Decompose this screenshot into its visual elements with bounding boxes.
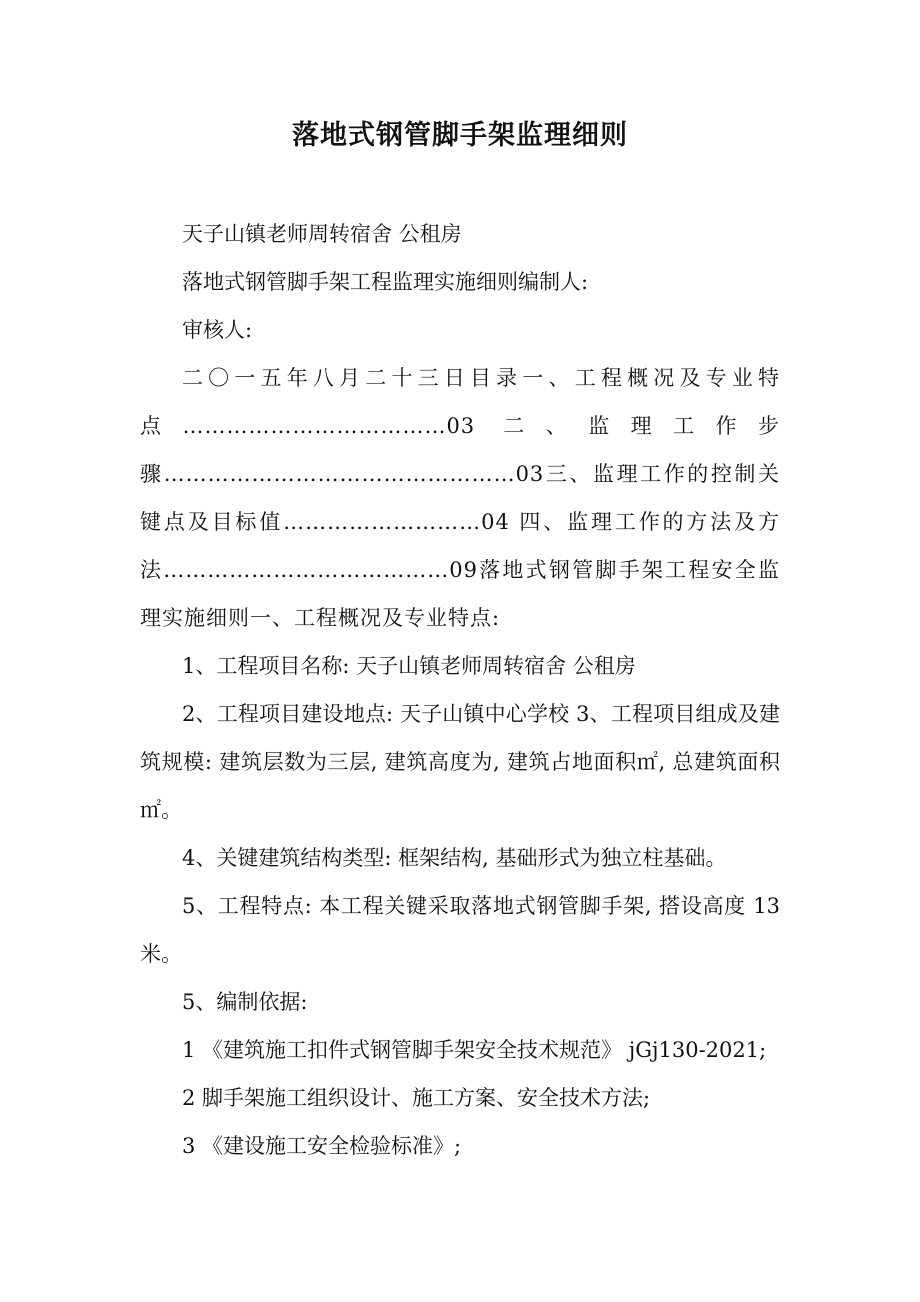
compilation-basis-heading: 5、编制依据:: [182, 990, 308, 1014]
compiler-line: 落地式钢管脚手架工程监理实施细则编制人:: [182, 270, 589, 294]
structure-type-item: 4、关键建筑结构类型: 框架结构, 基础形式为独立柱基础。: [182, 846, 727, 870]
document-body: [140, 210, 780, 1170]
project-name-line: 天子山镇老师周转宿舍 公租房: [182, 222, 462, 246]
project-name-item: 1、工程项目名称: 天子山镇老师周转宿舍 公租房: [182, 654, 636, 678]
project-features-item: 5、工程特点: 本工程关键采取落地式钢管脚手架, 搭设高度 13 米。: [140, 894, 780, 966]
reviewer-line: 审核人:: [182, 318, 253, 342]
basis-item-3: 3 《建设施工安全检验标准》;: [182, 1134, 462, 1158]
date-and-table-of-contents: 二〇一五年八月二十三日目录一、工程概况及专业特点………………………………03 二、监理工作步骤…………………………………………03三、监理工作的控制关键点及目标值………………………04 四、监理工作的方法及方法…………………………………09落地式钢管脚手架工程安全监理实施细则一、工程概况及专业特点:: [140, 366, 780, 630]
project-location-item: 2、工程项目建设地点: 天子山镇中心学校 3、工程项目组成及建筑规模: 建筑层数为三层, 建筑高度为, 建筑占地面积㎡, 总建筑面积㎡。: [140, 702, 780, 822]
basis-item-2: 2 脚手架施工组织设计、施工方案、安全技术方法;: [182, 1086, 651, 1110]
basis-item-1: 1 《建筑施工扣件式钢管脚手架安全技术规范》 jGj130-2021;: [182, 1038, 767, 1062]
document-title: 落地式钢管脚手架监理细则: [292, 120, 628, 151]
